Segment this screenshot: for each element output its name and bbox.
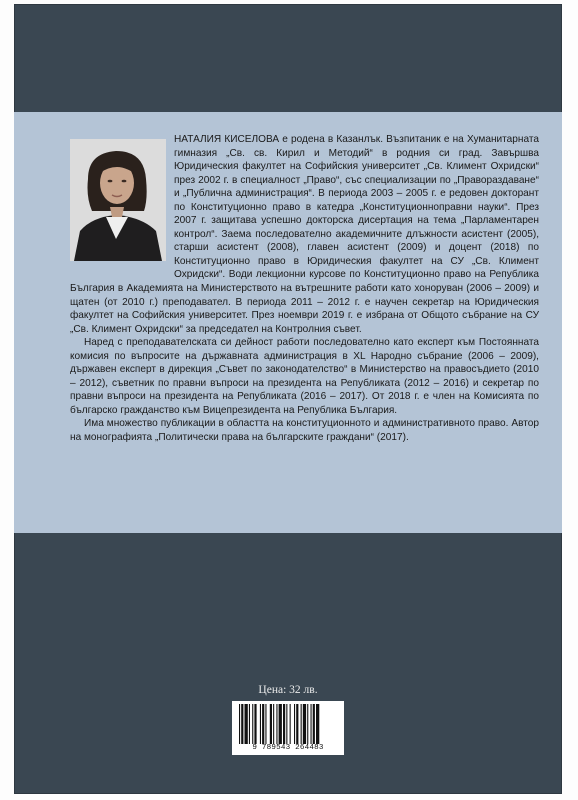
barcode-bar: [265, 704, 266, 744]
bio-paragraph-1-text: НАТАЛИЯ КИСЕЛОВА е родена в Казанлък. Възпитаник е на Хуманитарната гимназия „Св. св. Кирил и Методий“ в родния си град. Завършва Юридическия факултет на Софийския университет „Св. Климент Охридски“ през 2002 г. в специалност „Право“, със специализации по „Правораздаване“ и „Публична администрация“. В периода 2003 – 2005 г. е редовен докторант по Конституционно право в катедра „Конституционноправни науки“. През 2007 г. защитава успешно докторска дисертация на тема „Парламентарен контрол“. Заема последователно академичните длъжности асистент (2005), старши асистент (2008), главен асистент (2009) и доцент (2018) по Конституционно право в Юридическия факултет на СУ „Св. Климент Охридски“. Води лекционни курсове по Конституционно право на Република България в Академията на Министерството на вътрешните работи като хоноруван (2006 – 2009) и щатен (от 2010 г.) преподавател. В периода 2011 – 2012 г. е научен секретар на Юридическия факултет на Софийския университет. През ноември 2019 г. е избрана от Общото събрание на СУ „Св. Климент Охридски“ за председател на Контролния съвет.: [70, 134, 539, 335]
barcode-bar: [262, 704, 264, 744]
barcode-bar: [290, 704, 291, 744]
barcode-bar: [303, 704, 306, 744]
bio-paragraph-2: Наред с преподавателската си дейност работи последователно като експерт към Постоянната комисия по въпросите на държавната администрация в XL Народно събрание (2006 – 2009), държавен експерт в дирекция „Съвет по законодателство“ в Министерство на правосъдието (2010 – 2012), съветник по правни въпроси на президента на Републиката (2012 – 2016) и секретар по правни въпроси на президента на Републиката (2016 – 2017). От 2018 г. е член на Комисията по българско гражданство към Вицепрезидента на Република България.: [70, 337, 539, 416]
barcode-bar: [307, 704, 308, 744]
barcode-bar: [254, 704, 256, 744]
barcode-bar: [239, 704, 240, 744]
bio-paragraph-3: Има множество публикации в областта на конституционното и административното право. Автор на монографията „Политически права на българските граждани“ (2017).: [70, 418, 539, 444]
barcode-bar: [279, 704, 282, 744]
barcode-bar: [273, 704, 274, 744]
barcode-bar: [296, 704, 298, 744]
barcode-bar: [245, 704, 248, 744]
barcode-bar: [301, 704, 302, 744]
barcode-bar: [252, 704, 253, 744]
barcode-bar: [283, 704, 285, 744]
barcode-bars: [239, 704, 337, 744]
price-label: Цена: 32 лв.: [258, 684, 318, 696]
barcode-bar: [286, 704, 287, 744]
barcode-bar: [249, 704, 250, 744]
barcode-bar: [241, 704, 243, 744]
barcode-bar: [260, 704, 261, 744]
bio-paragraph-1: [70, 133, 539, 336]
barcode-bar: [316, 704, 319, 744]
author-biography: [70, 133, 539, 445]
barcode-bar: [276, 704, 277, 744]
barcode-bar: [270, 704, 272, 744]
barcode-bar: [313, 704, 315, 744]
barcode-bar: [311, 704, 312, 744]
isbn-barcode: [232, 701, 344, 755]
isbn-digits: 9 789543 264483: [252, 744, 324, 752]
photo-float-spacer: [70, 133, 174, 269]
barcode-bar: [294, 704, 295, 744]
